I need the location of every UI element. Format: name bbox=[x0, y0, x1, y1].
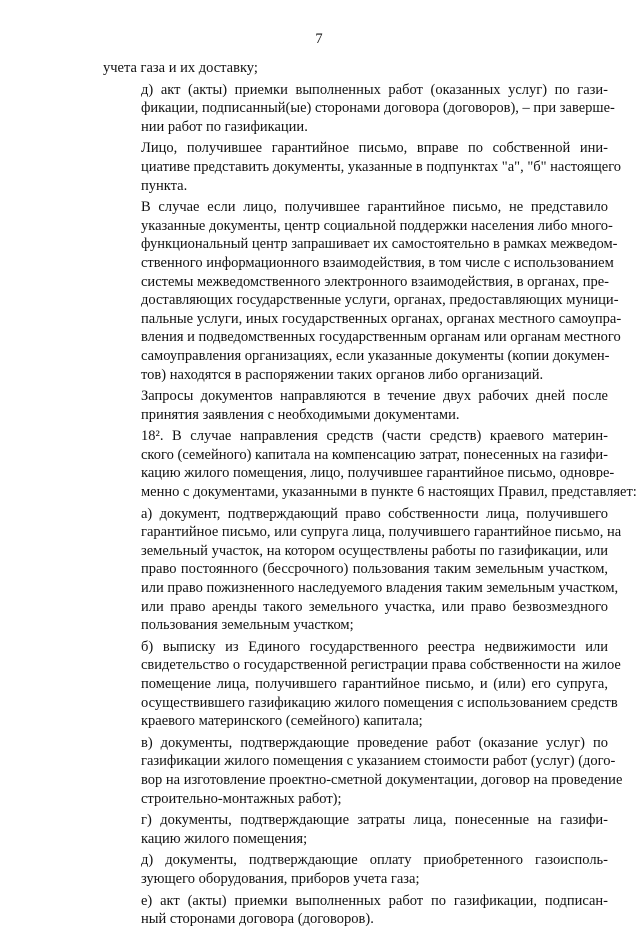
text-line: строительно-монтажных работ); bbox=[141, 790, 342, 807]
text-line: указанные документы, центр социальной поддержки населения либо много- bbox=[141, 217, 613, 234]
paragraph bbox=[103, 81, 615, 137]
text-line: самоуправления организациях, если указанные документы (копии докумен- bbox=[141, 347, 610, 364]
text-line: газификации жилого помещения с указанием стоимости работ (услуг) (дого- bbox=[141, 753, 616, 770]
text-line: свидетельство о государственной регистрации права собственности на жилое bbox=[141, 657, 621, 674]
text-line: кацию жилого помещения; bbox=[141, 830, 308, 847]
text-line: нии работ по газификации. bbox=[141, 118, 308, 135]
text-line: краевого материнского (семейного) капитала; bbox=[141, 713, 423, 730]
text-line: ный сторонами договора (договоров). bbox=[141, 911, 374, 928]
text-line: пальные услуги, иных государственных органах, органах местного самоупра- bbox=[141, 310, 622, 327]
text-line: осуществившего газификацию жилого помещения с использованием средств bbox=[141, 694, 618, 711]
text-line: вления и подведомственных государственным органам или органам местного bbox=[141, 329, 621, 346]
text-line: в) документы, подтверждающие проведение работ (оказание услуг) по bbox=[141, 734, 608, 751]
text-line: б) выписку из Единого государственного реестра недвижимости или bbox=[141, 638, 608, 655]
paragraph bbox=[103, 139, 622, 195]
text-line: а) документ, подтверждающий право собственности лица, получившего bbox=[141, 505, 608, 522]
text-line: учета газа и их доставку; bbox=[103, 60, 258, 76]
paragraph bbox=[103, 851, 608, 888]
text-line: доставляющих государственные услуги, органах, предоставляющих муници- bbox=[141, 292, 619, 309]
text-line: ственного информационного взаимодействия, в том числе с использованием bbox=[141, 254, 614, 271]
text-line: функциональный центр запрашивает их самостоятельно в рамках межведом- bbox=[141, 236, 618, 253]
text-line: циативе представить документы, указанные в подпунктах "а", "б" настоящего bbox=[141, 158, 622, 175]
text-line: зующего оборудования, приборов учета газа; bbox=[141, 870, 420, 887]
text-line: кацию жилого помещения, лицо, получившее гарантийное письмо, одновре- bbox=[141, 465, 615, 482]
text-line: право постоянного (бессрочного) пользования таким земельным участком, bbox=[141, 561, 608, 578]
text-line: Запросы документов направляются в течение двух рабочих дней после bbox=[141, 388, 608, 405]
text-line: е) акт (акты) приемки выполненных работ по газификации, подписан- bbox=[141, 892, 608, 909]
text-line: земельный участок, на котором осуществлены работы по газификации, или bbox=[141, 542, 608, 559]
paragraph bbox=[103, 198, 622, 384]
text-line: Лицо, получившее гарантийное письмо, вправе по собственной ини- bbox=[141, 140, 608, 157]
text-line: д) документы, подтверждающие оплату приобретенного газоисполь- bbox=[141, 852, 608, 869]
paragraph bbox=[103, 892, 608, 929]
text-line: или право пожизненного наследуемого владения таким земельным участком, bbox=[141, 580, 619, 597]
text-line: пользования земельным участком; bbox=[141, 617, 354, 634]
text-line: вор на изготовление проектно-сметной документации, договор на проведение bbox=[141, 771, 623, 788]
paragraph bbox=[103, 811, 608, 848]
text-line: г) документы, подтверждающие затраты лица, понесенные на газифи- bbox=[141, 812, 608, 829]
text-line: принятия заявления с необходимыми документами. bbox=[141, 406, 460, 423]
page-number: 7 bbox=[315, 31, 323, 47]
text-line: В случае если лицо, получившее гарантийное письмо, не представило bbox=[141, 199, 608, 216]
paragraph bbox=[103, 505, 622, 635]
text-line: фикации, подписанный(ые) сторонами договора (договоров), – при заверше- bbox=[141, 100, 615, 117]
paragraph bbox=[103, 387, 608, 424]
text-line: помещение лица, получившего гарантийное письмо, и (или) его супруга, bbox=[141, 676, 608, 692]
paragraph bbox=[103, 734, 623, 808]
text-line: или право аренды такого земельного участка, или право безвозмездного bbox=[141, 598, 608, 615]
text-line: гарантийное письмо, или супруга лица, получившего гарантийное письмо, на bbox=[141, 524, 622, 541]
paragraph bbox=[103, 427, 637, 501]
text-line: 18². В случае направления средств (части средств) краевого материн- bbox=[141, 428, 608, 445]
text-line: менно с документами, указанными в пункте 6 настоящих Правил, представляет: bbox=[141, 484, 637, 501]
document-body bbox=[103, 59, 637, 929]
text-line: системы межведомственного электронного взаимодействия, в органах, пре- bbox=[141, 273, 610, 290]
paragraph bbox=[103, 638, 621, 731]
text-line: тов) находятся в распоряжении таких органов либо организаций. bbox=[141, 366, 544, 383]
text-line: ского (семейного) капитала на компенсацию затрат, понесенных на газифи- bbox=[141, 446, 608, 463]
text-line: д) акт (акты) приемки выполненных работ (оказанных услуг) по гази- bbox=[141, 81, 608, 98]
text-line: пункта. bbox=[141, 177, 188, 194]
paragraph bbox=[103, 59, 608, 78]
